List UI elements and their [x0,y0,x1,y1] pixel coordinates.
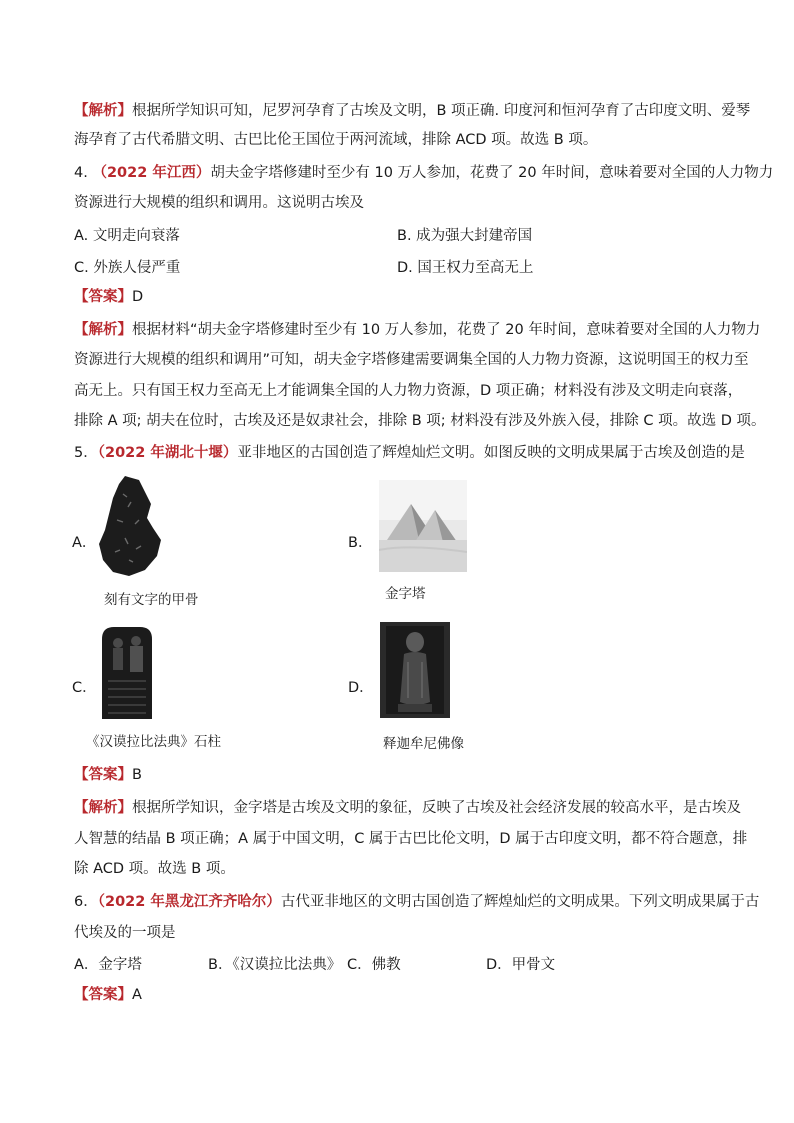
q4-option-a: A. 文明走向衰落 [74,228,180,244]
q5-option-c-letter: C． [72,680,97,696]
question-number: 6． [74,894,98,910]
q4-stem-line-2: 资源进行大规模的组织和调用。这说明古埃及 [74,195,364,211]
q6-option-b: B．《汉谟拉比法典》 [208,957,342,973]
q4-analysis-line-2: 资源进行大规模的组织和调用”可知，胡夫金字塔修建需要调集全国的人力物力资源，这说明国王的权力至 [74,352,749,368]
q6-option-c: C．佛教 [347,957,401,973]
q5-option-a-caption: 刻有文字的甲骨 [104,592,199,608]
q6-option-a: A．金字塔 [74,957,142,973]
q3-analysis-line-2: 海孕育了古代希腊文明、古巴比伦王国位于两河流域，排除 ACD 项。故选 B 项。 [74,132,598,148]
q6-stem-line-2: 代埃及的一项是 [74,925,176,941]
q6-stem-line-1: 6．（2022 年黑龙江齐齐哈尔）古代亚非地区的文明古国创造了辉煌灿烂的文明成果。下列文明成果属于古 [74,894,760,910]
answer-value: A [132,987,142,1003]
q5-option-b-caption: 金字塔 [385,586,426,602]
analysis-tag: 【解析】 [74,800,132,816]
q5-option-c-caption: 《汉谟拉比法典》石柱 [86,734,221,750]
analysis-tag: 【解析】 [74,103,132,119]
oracle-bone-image [95,474,167,578]
q4-analysis-line-3: 高无上。只有国王权力至高无上才能调集全国的人力物力资源，D 项正确；材料没有涉及文明走向衰落， [74,383,743,399]
question-source: （2022 年黑龙江齐齐哈尔） [97,894,281,910]
answer-tag: 【答案】 [74,987,132,1003]
q6-option-d: D．甲骨文 [486,957,556,973]
question-source: （2022 年湖北十堰） [97,445,238,461]
question-source: （2022 年江西） [92,165,211,181]
q5-option-a-letter: A． [72,535,97,551]
pyramid-image [379,480,467,572]
answer-tag: 【答案】 [74,289,132,305]
q5-stem: 5．（2022 年湖北十堰）亚非地区的古国创造了辉煌灿烂文明。如图反映的文明成果属于古埃及创造的是 [74,445,745,461]
stele-image [98,625,156,719]
question-number: 5． [74,445,98,461]
q5-option-b-letter: B． [348,535,373,551]
q5-analysis-line-2: 人智慧的结晶 B 项正确；A 属于中国文明，C 属于古巴比伦文明，D 属于古印度文明，都不符合题意，排 [74,831,748,847]
q5-option-d-letter: D． [348,680,374,696]
q5-option-d-caption: 释迦牟尼佛像 [383,736,464,752]
q6-answer [74,985,142,1005]
question-number: 4. [74,165,93,181]
analysis-tag: 【解析】 [74,322,132,338]
q4-option-b: B. 成为强大封建帝国 [397,228,533,244]
q3-analysis-line-1: 【解析】根据所学知识可知，尼罗河孕育了古埃及文明，B 项正确. 印度河和恒河孕育了古印度文明、爱琴 [74,103,751,119]
answer-tag: 【答案】 [74,767,132,783]
q4-analysis-line-4: 排除 A 项; 胡夫在位时，古埃及还是奴隶社会，排除 B 项; 材料没有涉及外族入侵，排除 C 项。故选 D 项。 [74,413,766,429]
answer-value: D [132,289,144,305]
q4-option-c: C. 外族人侵严重 [74,260,181,276]
buddha-statue-image [380,622,450,718]
q4-option-d: D. 国王权力至高无上 [397,260,534,276]
q4-answer [74,287,143,307]
q4-stem-line-1: 4. （2022 年江西）胡夫金字塔修建时至少有 10 万人参加，花费了 20 年时间，意味着要对全国的人力物力 [74,165,774,181]
q4-analysis-line-1: 【解析】根据材料“胡夫金字塔修建时至少有 10 万人参加，花费了 20 年时间，意味着要对全国的人力物力 [74,322,761,338]
q5-answer [74,765,142,785]
q5-analysis-line-1: 【解析】根据所学知识，金字塔是古埃及文明的象征，反映了古埃及社会经济发展的较高水平，是古埃及 [74,800,741,816]
q5-analysis-line-3: 除 ACD 项。故选 B 项。 [74,861,235,877]
answer-value: B [132,767,142,783]
